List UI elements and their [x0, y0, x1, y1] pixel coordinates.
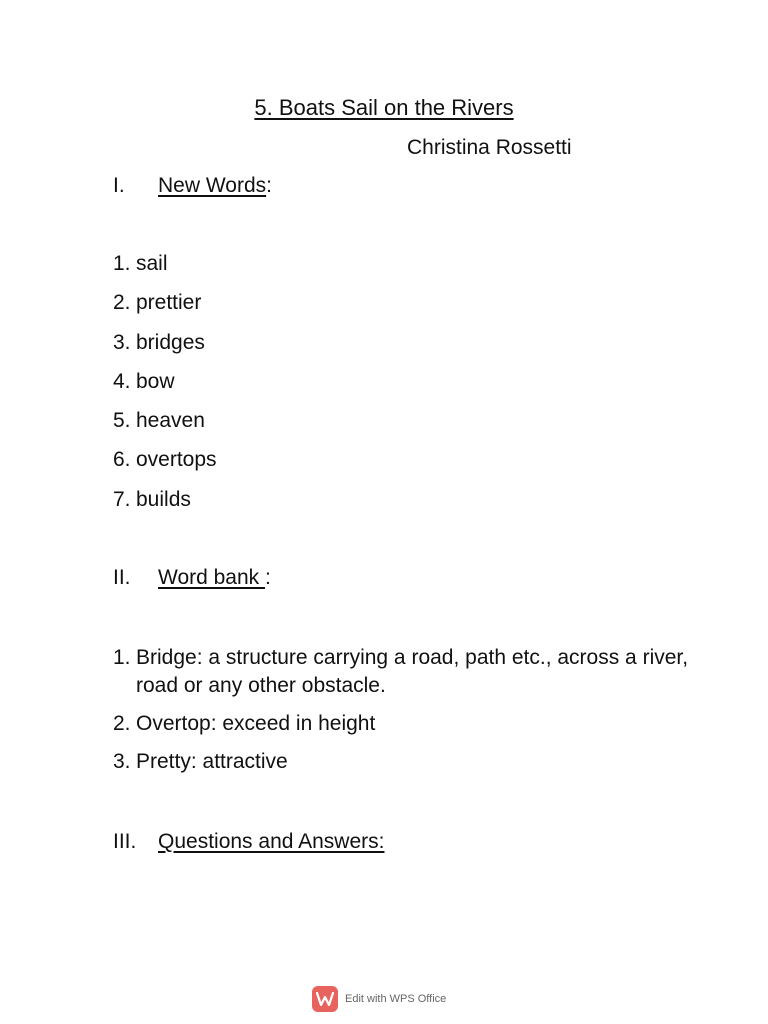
list-item — [113, 329, 217, 368]
section-suffix: : — [266, 174, 272, 197]
author-name: Christina Rossetti — [407, 136, 572, 159]
list-item — [113, 250, 217, 289]
item-number: 5. — [113, 409, 131, 433]
section-numeral: I. — [113, 174, 125, 197]
item-text: bow — [136, 369, 175, 393]
item-text: Bridge: a structure carrying a road, path etc., across a river, road or any other obstacle. — [136, 646, 689, 697]
item-number: 7. — [113, 487, 131, 511]
section-suffix: : — [265, 566, 271, 589]
document-title — [0, 94, 768, 122]
item-number: 3. — [113, 330, 131, 354]
list-item — [113, 644, 696, 700]
section-label: Word bank — [158, 566, 265, 589]
item-text: prettier — [136, 291, 202, 315]
list-item — [113, 289, 217, 328]
list-item — [113, 748, 696, 776]
item-text: Pretty: attractive — [136, 750, 288, 773]
section-qa-heading — [113, 828, 384, 856]
section-label: Questions and Answers: — [158, 830, 385, 853]
item-text: heaven — [136, 409, 205, 433]
watermark-text: Edit with WPS Office — [345, 993, 447, 1005]
item-number: 1. — [113, 252, 131, 275]
item-text: overtops — [136, 448, 217, 472]
list-item — [113, 710, 696, 738]
item-text: sail — [136, 252, 168, 275]
item-number: 2. — [113, 712, 131, 735]
list-item — [113, 486, 217, 525]
item-text: bridges — [136, 330, 205, 354]
title-text: 5. Boats Sail on the Rivers — [254, 95, 514, 120]
item-number: 4. — [113, 369, 131, 393]
list-item — [113, 368, 217, 407]
new-words-list — [113, 250, 217, 525]
section-label: New Words — [158, 174, 267, 197]
section-numeral: III. — [113, 830, 137, 853]
item-number: 3. — [113, 750, 131, 773]
list-item — [113, 446, 217, 485]
item-text: Overtop: exceed in height — [136, 712, 376, 735]
list-item — [113, 407, 217, 446]
item-number: 1. — [113, 646, 131, 669]
item-number: 2. — [113, 291, 131, 315]
section-numeral: II. — [113, 566, 131, 589]
wps-logo-icon — [312, 986, 338, 1012]
word-bank-list — [113, 644, 696, 786]
section-new-words-heading — [113, 172, 272, 200]
wps-watermark — [312, 985, 446, 1013]
item-text: builds — [136, 487, 191, 511]
item-number: 6. — [113, 448, 131, 472]
section-word-bank-heading — [113, 564, 271, 592]
